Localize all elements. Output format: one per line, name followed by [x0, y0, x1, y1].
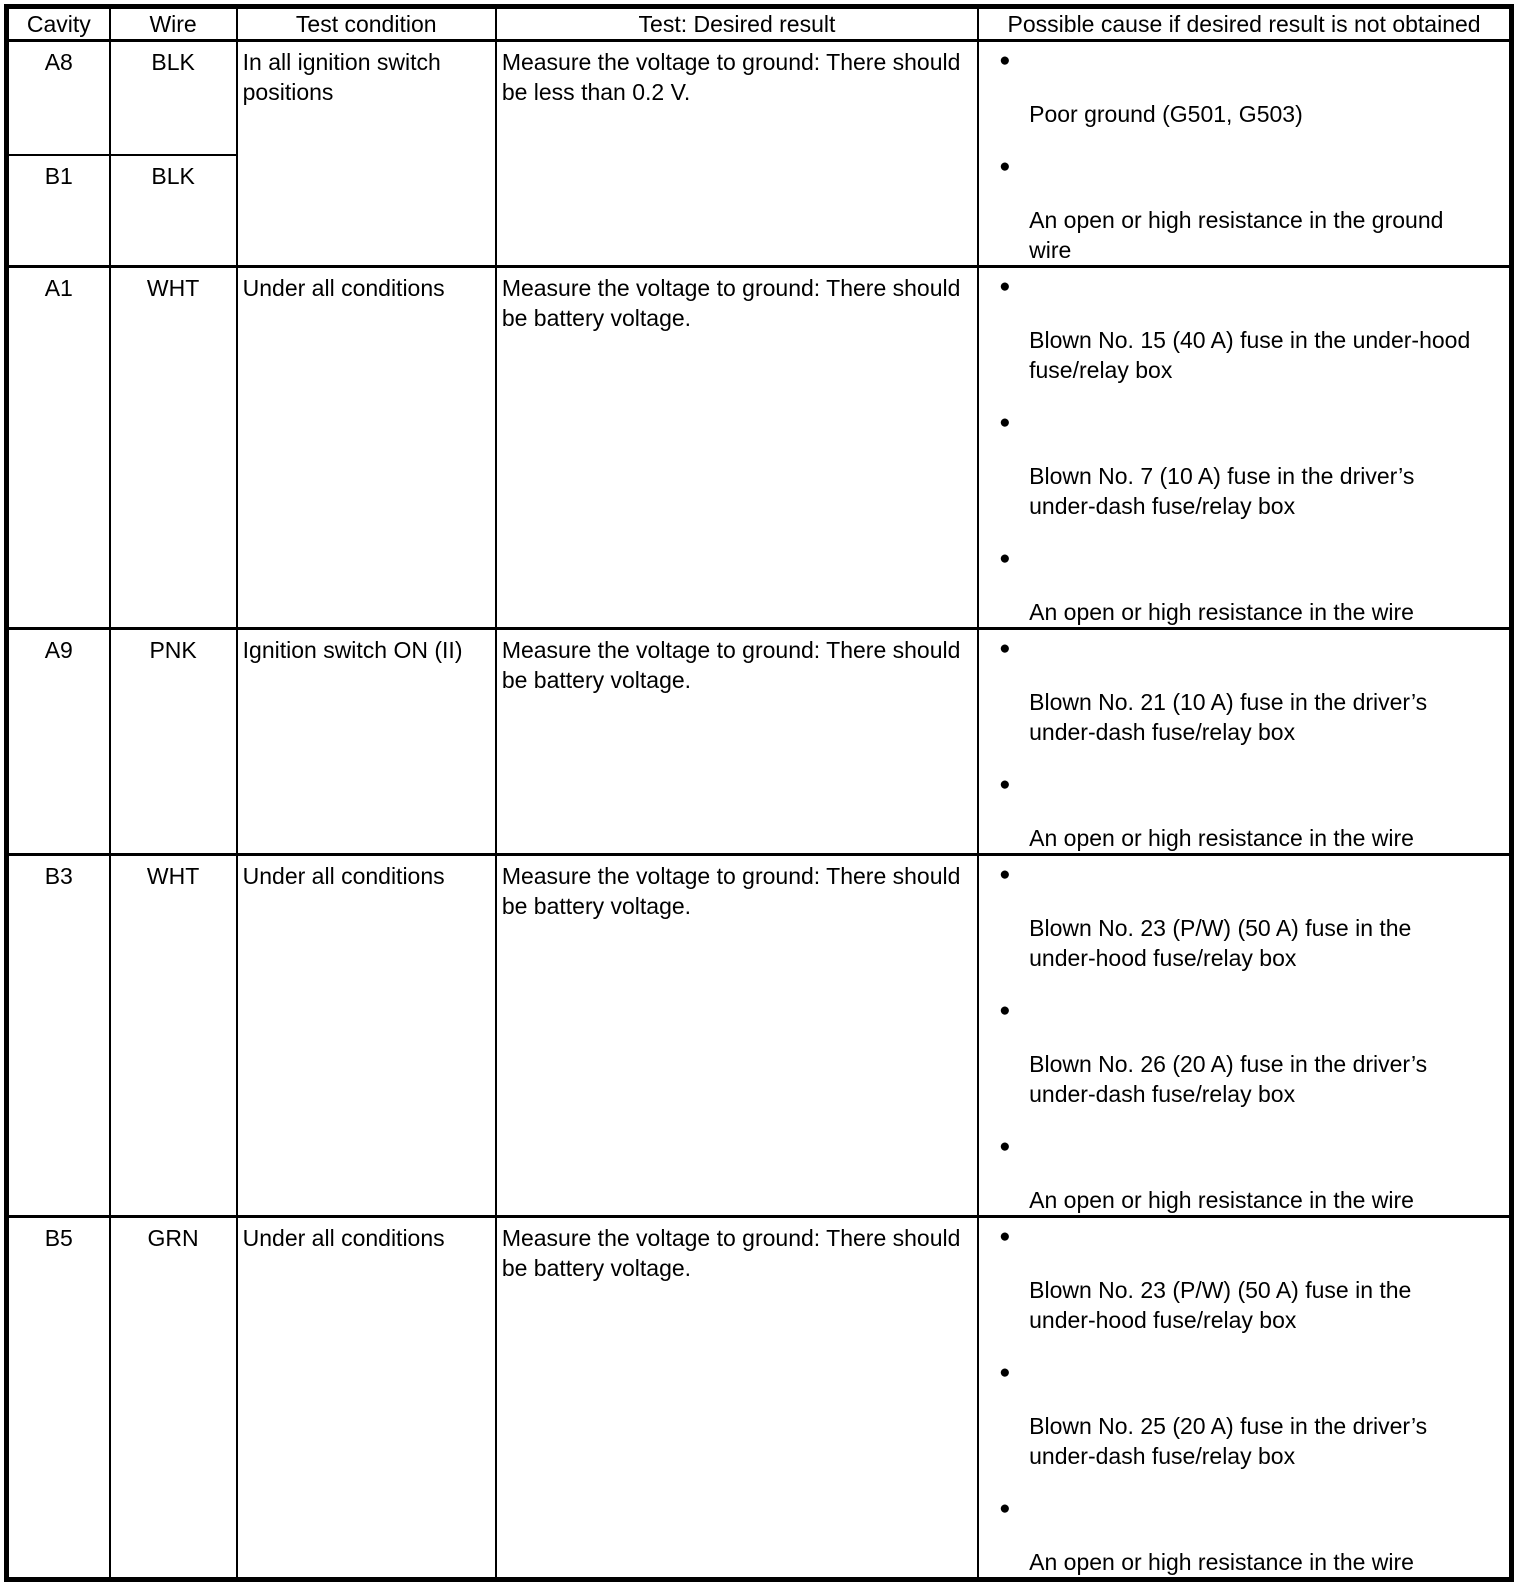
possible-cause-cell: [978, 267, 1511, 629]
header-desired-result: Test: Desired result: [496, 7, 978, 41]
cause-text: Poor ground (G501, G503): [1029, 101, 1303, 127]
cause-item: [999, 46, 1505, 129]
bullet-icon: ●: [999, 548, 1011, 569]
wire-cell: PNK: [110, 629, 237, 855]
test-condition-cell: Under all conditions: [237, 267, 496, 629]
bullet-icon: ●: [999, 1136, 1011, 1157]
cavity-cell: B3: [7, 855, 110, 1217]
table-body: [7, 41, 1512, 1580]
cause-item: [999, 860, 1505, 973]
table-row: [7, 855, 1512, 1217]
possible-cause-cell: [978, 855, 1511, 1217]
cavity-cell: A1: [7, 267, 110, 629]
header-possible-cause: Possible cause if desired result is not obtained: [978, 7, 1511, 41]
possible-cause-cell: [978, 629, 1511, 855]
cause-item: [999, 1222, 1505, 1335]
cause-text: Blown No. 23 (P/W) (50 A) fuse in the under-hood fuse/relay box: [1029, 915, 1412, 971]
bullet-icon: ●: [999, 412, 1011, 433]
cause-text: An open or high resistance in the ground wire: [1029, 207, 1444, 263]
wire-cell: BLK: [110, 41, 237, 155]
cause-text: Blown No. 15 (40 A) fuse in the under-hood fuse/relay box: [1029, 327, 1471, 383]
table-row: [7, 41, 1512, 155]
cause-text: An open or high resistance in the wire: [1029, 1549, 1414, 1575]
cause-text: An open or high resistance in the wire: [1029, 599, 1414, 625]
cause-item: [999, 996, 1505, 1109]
possible-cause-cell: [978, 1217, 1511, 1580]
wire-cell: GRN: [110, 1217, 237, 1580]
cause-item: [999, 770, 1505, 853]
bullet-icon: ●: [999, 1000, 1011, 1021]
bullet-icon: ●: [999, 1362, 1011, 1383]
bullet-icon: ●: [999, 774, 1011, 795]
test-condition-cell: In all ignition switch positions: [237, 41, 496, 267]
cause-text: Blown No. 23 (P/W) (50 A) fuse in the under-hood fuse/relay box: [1029, 1277, 1412, 1333]
header-cavity: Cavity: [7, 7, 110, 41]
test-condition-cell: Under all conditions: [237, 1217, 496, 1580]
cause-item: [999, 152, 1505, 265]
cause-item: [999, 544, 1505, 627]
cause-item: [999, 634, 1505, 747]
bullet-icon: ●: [999, 156, 1011, 177]
header-wire: Wire: [110, 7, 237, 41]
cause-text: Blown No. 21 (10 A) fuse in the driver’s under-dash fuse/relay box: [1029, 689, 1428, 745]
possible-cause-cell: [978, 41, 1511, 267]
cavity-cell: B1: [7, 155, 110, 267]
bullet-icon: ●: [999, 638, 1011, 659]
bullet-icon: ●: [999, 1226, 1011, 1247]
wire-cell: WHT: [110, 855, 237, 1217]
desired-result-cell: Measure the voltage to ground: There should be battery voltage.: [496, 629, 978, 855]
connector-input-test-table: [4, 4, 1514, 1582]
cause-text: Blown No. 26 (20 A) fuse in the driver’s under-dash fuse/relay box: [1029, 1051, 1428, 1107]
bullet-icon: ●: [999, 1498, 1011, 1519]
wire-cell: WHT: [110, 267, 237, 629]
cavity-cell: A8: [7, 41, 110, 155]
table-row: [7, 629, 1512, 855]
test-condition-cell: Ignition switch ON (II): [237, 629, 496, 855]
cause-text: Blown No. 7 (10 A) fuse in the driver’s under-dash fuse/relay box: [1029, 463, 1415, 519]
cause-item: [999, 408, 1505, 521]
cause-item: [999, 1358, 1505, 1471]
desired-result-cell: Measure the voltage to ground: There should be battery voltage.: [496, 267, 978, 629]
desired-result-cell: Measure the voltage to ground: There should be battery voltage.: [496, 855, 978, 1217]
wire-cell: BLK: [110, 155, 237, 267]
cavity-cell: B5: [7, 1217, 110, 1580]
cause-item: [999, 1132, 1505, 1215]
desired-result-cell: Measure the voltage to ground: There should be battery voltage.: [496, 1217, 978, 1580]
desired-result-cell: Measure the voltage to ground: There should be less than 0.2 V.: [496, 41, 978, 267]
header-row: [7, 7, 1512, 41]
bullet-icon: ●: [999, 50, 1011, 71]
cause-text: An open or high resistance in the wire: [1029, 825, 1414, 851]
bullet-icon: ●: [999, 864, 1011, 885]
table-row: [7, 267, 1512, 629]
cavity-cell: A9: [7, 629, 110, 855]
cause-text: Blown No. 25 (20 A) fuse in the driver’s under-dash fuse/relay box: [1029, 1413, 1428, 1469]
test-condition-cell: Under all conditions: [237, 855, 496, 1217]
bullet-icon: ●: [999, 276, 1011, 297]
table-row: [7, 1217, 1512, 1580]
cause-text: An open or high resistance in the wire: [1029, 1187, 1414, 1213]
header-test-condition: Test condition: [237, 7, 496, 41]
cause-item: [999, 1494, 1505, 1577]
cause-item: [999, 272, 1505, 385]
